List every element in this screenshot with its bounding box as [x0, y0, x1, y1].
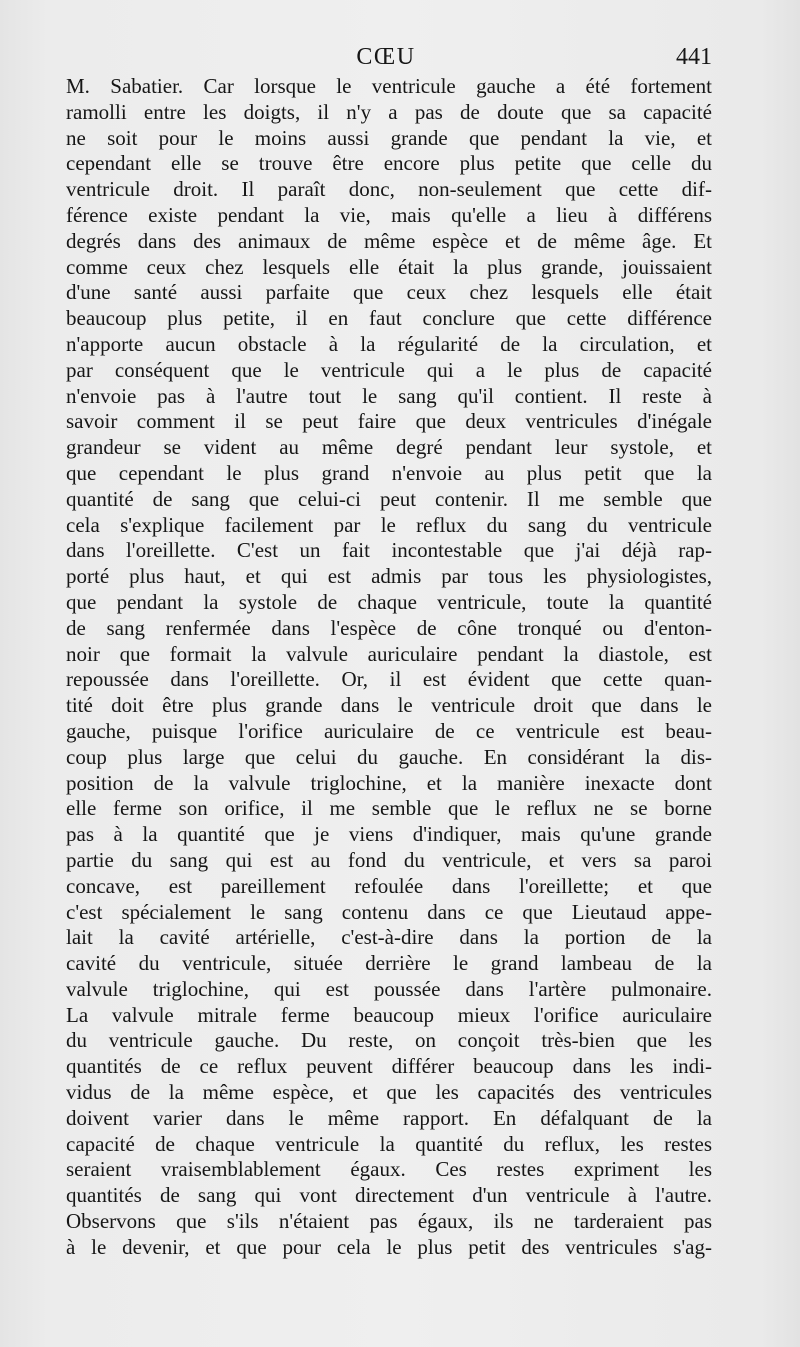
text-line: c'est spécialement le sang contenu dans ce que Lieutaud appe- — [66, 899, 712, 924]
text-line: M. Sabatier. Car lorsque le ventricule gauche a été fortement — [66, 74, 712, 98]
text-line: comme ceux chez lesquels elle était la plus grande, jouissaient — [66, 254, 712, 279]
text-line: degrés dans des animaux de même espèce et de même âge. Et — [66, 228, 712, 253]
text-line: dans l'oreillette. C'est un fait incontestable que j'ai déjà rap- — [66, 538, 712, 563]
text-line: partie du sang qui est au fond du ventricule, et vers sa paroi — [66, 847, 712, 872]
text-line: Observons que s'ils n'étaient pas égaux, ils ne tarderaient pas — [66, 1209, 712, 1234]
text-line: tité doit être plus grande dans le ventricule droit que dans le — [66, 693, 712, 718]
text-line: gauche, puisque l'orifice auriculaire de ce ventricule est beau- — [66, 718, 712, 743]
text-line: valvule triglochine, qui est poussée dans l'artère pulmonaire. — [66, 976, 712, 1001]
text-line: savoir comment il se peut faire que deux ventricules d'inégale — [66, 409, 712, 434]
running-head — [60, 40, 712, 74]
text-line: cela s'explique facilement par le reflux du sang du ventricule — [66, 512, 712, 537]
text-line: cavité du ventricule, située derrière le grand lambeau de la — [66, 951, 712, 976]
text-line: ne soit pour le moins aussi grande que pendant la vie, et — [66, 125, 712, 150]
text-line: de sang renfermée dans l'espèce de cône tronqué ou d'enton- — [66, 615, 712, 640]
text-line: ramolli entre les doigts, il n'y a pas de doute que sa capacité — [66, 99, 712, 124]
running-head-title: CŒU — [356, 44, 416, 70]
text-line: férence existe pendant la vie, mais qu'elle a lieu à différens — [66, 202, 712, 227]
text-line: quantité de sang que celui-ci peut contenir. Il me semble que — [66, 486, 712, 511]
text-line: La valvule mitrale ferme beaucoup mieux l'orifice auriculaire — [66, 1002, 712, 1027]
text-line: pas à la quantité que je viens d'indiquer, mais qu'une grande — [66, 822, 712, 847]
text-line: n'envoie pas à l'autre tout le sang qu'il contient. Il reste à — [66, 383, 712, 408]
text-line: que cependant le plus grand n'envoie au plus petit que la — [66, 460, 712, 485]
text-line: coup plus large que celui du gauche. En considérant la dis- — [66, 744, 712, 769]
text-line: seraient vraisemblablement égaux. Ces restes expriment les — [66, 1157, 712, 1182]
text-line: par conséquent que le ventricule qui a le plus de capacité — [66, 357, 712, 382]
text-line: concave, est pareillement refoulée dans l'oreillette; et que — [66, 873, 712, 898]
text-line: cependant elle se trouve être encore plus petite que celle du — [66, 151, 712, 176]
text-line: du ventricule gauche. Du reste, on conçoit très-bien que les — [66, 1028, 712, 1053]
text-line: repoussée dans l'oreillette. Or, il est évident que cette quan- — [66, 667, 712, 692]
text-line: lait la cavité artérielle, c'est-à-dire dans la portion de la — [66, 925, 712, 950]
text-line: quantités de ce reflux peuvent différer beaucoup dans les indi- — [66, 1054, 712, 1079]
text-line: vidus de la même espèce, et que les capacités des ventricules — [66, 1080, 712, 1105]
text-line: capacité de chaque ventricule la quantité du reflux, les restes — [66, 1131, 712, 1156]
text-line: porté plus haut, et qui est admis par tous les physiologistes, — [66, 564, 712, 589]
text-line: n'apporte aucun obstacle à la régularité de la circulation, et — [66, 331, 712, 356]
text-line: elle ferme son orifice, il me semble que le reflux ne se borne — [66, 796, 712, 821]
text-line: que pendant la systole de chaque ventricule, toute la quantité — [66, 589, 712, 614]
text-line: doivent varier dans le même rapport. En défalquant de la — [66, 1105, 712, 1130]
text-line: à le devenir, et que pour cela le plus petit des ventricules s'ag- — [66, 1234, 712, 1259]
body-text — [66, 74, 712, 1261]
text-line: d'une santé aussi parfaite que ceux chez lesquels elle était — [66, 280, 712, 305]
page-number: 441 — [676, 44, 712, 70]
text-line: ventricule droit. Il paraît donc, non-seulement que cette dif- — [66, 177, 712, 202]
text-line: position de la valvule triglochine, et la manière inexacte dont — [66, 770, 712, 795]
text-line: quantités de sang qui vont directement d'un ventricule à l'autre. — [66, 1183, 712, 1208]
text-line: grandeur se vident au même degré pendant leur systole, et — [66, 435, 712, 460]
text-line: noir que formait la valvule auriculaire pendant la diastole, est — [66, 641, 712, 666]
text-line: beaucoup plus petite, il en faut conclure que cette différence — [66, 306, 712, 331]
